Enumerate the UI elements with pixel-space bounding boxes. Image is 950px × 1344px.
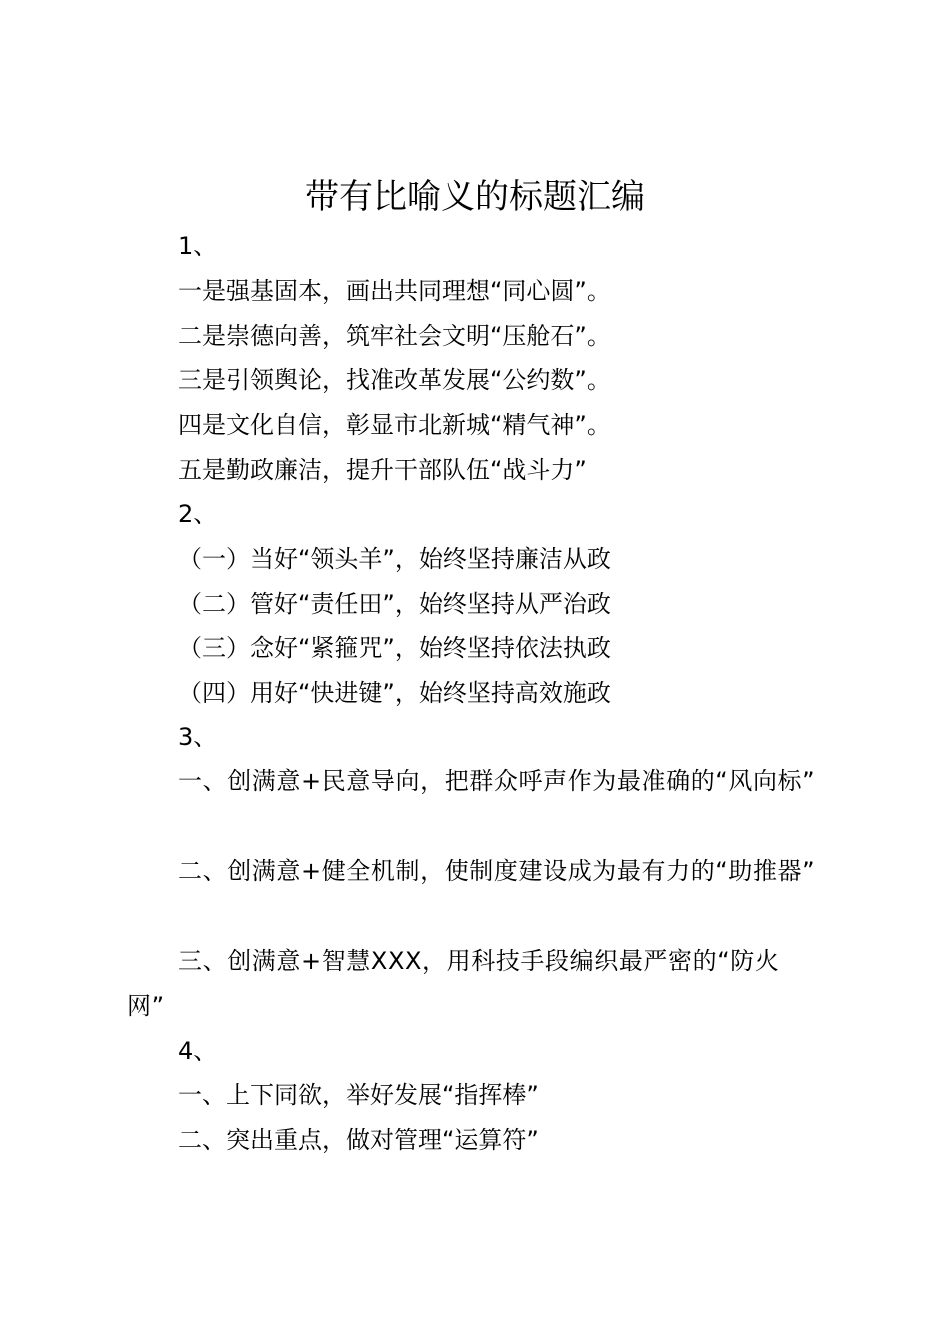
section-number: 4、 [178, 1037, 218, 1065]
document-title: 带有比喻义的标题汇编 [305, 177, 645, 217]
list-item: （一）当好“领头羊”，始终坚持廉洁从政 [178, 545, 611, 573]
list-item: 五是勤政廉洁，提升干部队伍“战斗力” [178, 456, 587, 484]
list-item: 一、创满意+民意导向，把群众呼声作为最准确的“风向标” [178, 767, 816, 795]
section-number: 2、 [178, 500, 218, 528]
list-item: 一是强基固本，画出共同理想“同心圆”。 [178, 277, 611, 305]
list-item: 二是崇德向善，筑牢社会文明“压舱石”。 [178, 322, 611, 350]
list-item: 二、突出重点，做对管理“运算符” [178, 1126, 539, 1154]
list-item: 三、创满意+智慧XXX，用科技手段编织最严密的“防火网” [127, 947, 780, 1020]
list-item: 四是文化自信，彰显市北新城“精气神”。 [178, 411, 611, 439]
section-number: 3、 [178, 723, 218, 751]
list-item: （三）念好“紧箍咒”，始终坚持依法执政 [178, 634, 611, 662]
list-item: 一、上下同欲，举好发展“指挥棒” [178, 1081, 539, 1109]
list-item: 二、创满意+健全机制，使制度建设成为最有力的“助推器” [178, 857, 816, 885]
list-item: （二）管好“责任田”，始终坚持从严治政 [178, 590, 611, 618]
list-item: （四）用好“快进键”，始终坚持高效施政 [178, 679, 611, 707]
list-item: 三是引领舆论，找准改革发展“公约数”。 [178, 366, 611, 394]
section-number: 1、 [178, 232, 218, 260]
